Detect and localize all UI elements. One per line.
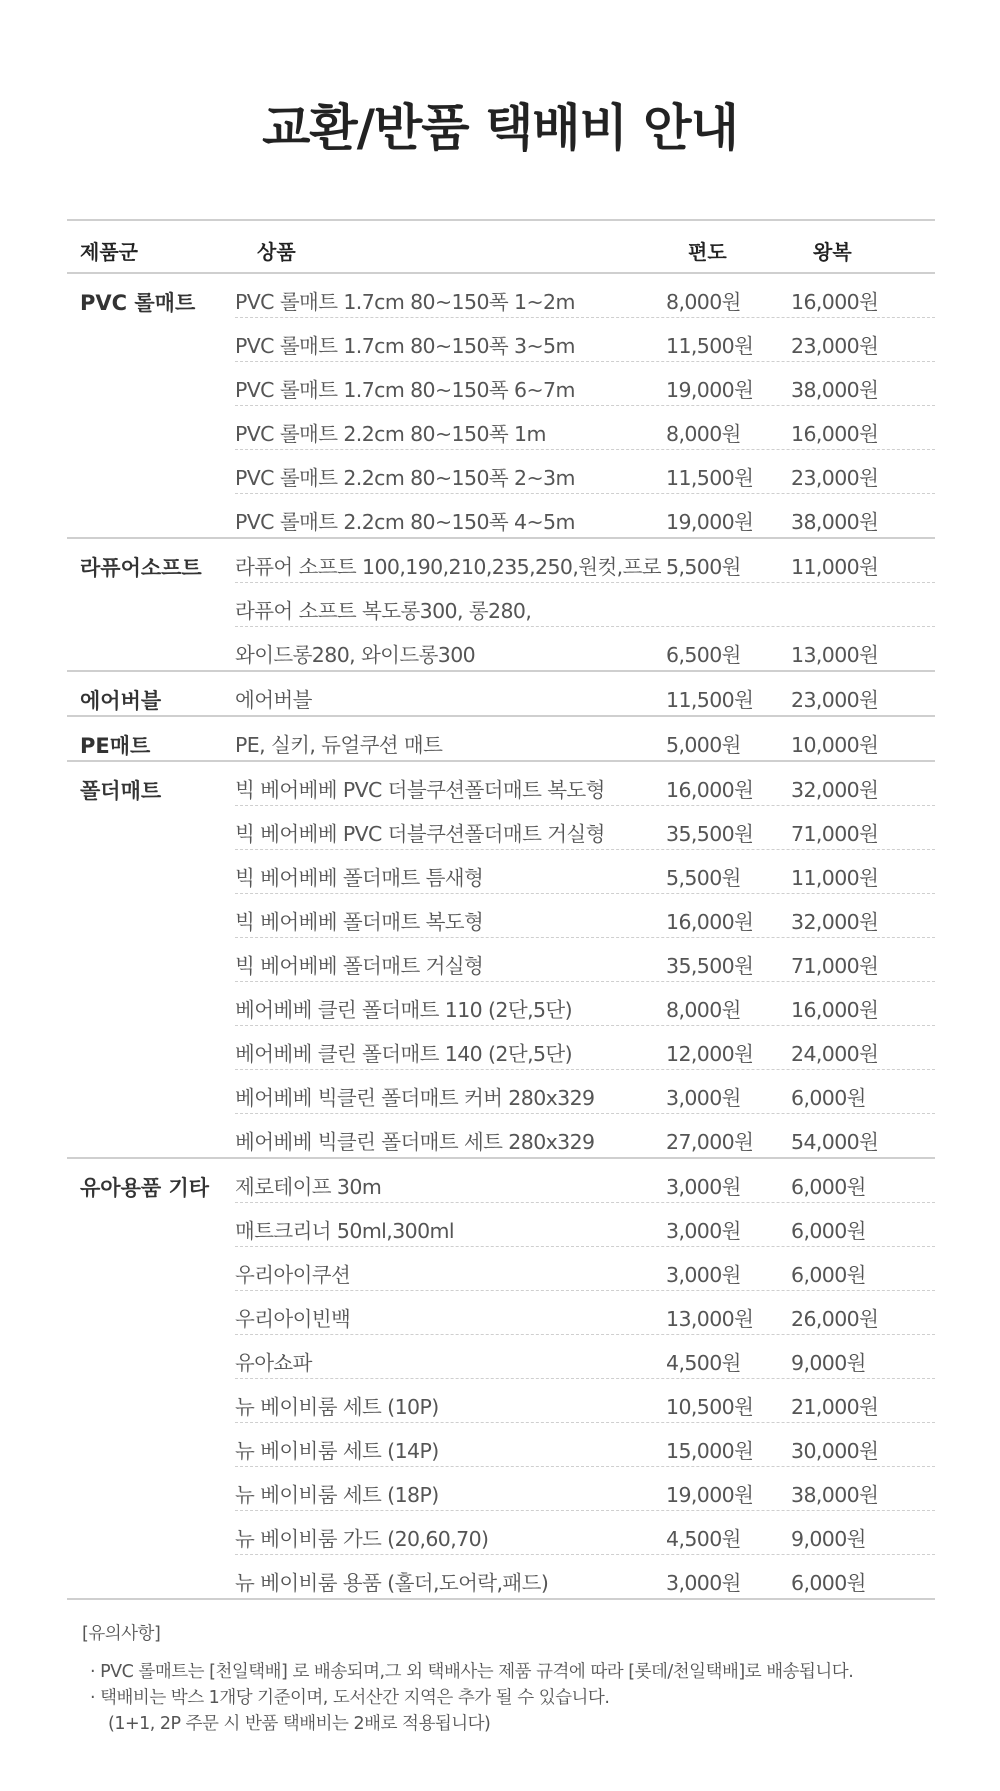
product-cell: 빅 베어베베 폴더매트 복도형 <box>235 910 484 934</box>
one-way-fee-cell: 5,500원 <box>666 555 741 579</box>
one-way-fee-cell: 35,500원 <box>666 822 754 846</box>
table-row <box>235 1555 935 1598</box>
product-cell: 라퓨어 소프트 복도롱300, 롱280, <box>235 599 532 623</box>
header-round-trip: 왕복 <box>813 240 852 264</box>
shipping-fee-table <box>67 219 935 1600</box>
round-trip-fee-cell: 21,000원 <box>791 1395 879 1419</box>
table-header <box>67 221 935 274</box>
table-row <box>235 1203 935 1247</box>
product-cell: 라퓨어 소프트 100,190,210,235,250,원컷,프로 <box>235 555 662 579</box>
one-way-fee-cell: 8,000원 <box>666 998 741 1022</box>
table-row <box>235 1070 935 1114</box>
round-trip-fee-cell: 9,000원 <box>791 1351 866 1375</box>
one-way-fee-cell: 11,500원 <box>666 334 754 358</box>
one-way-fee-cell: 3,000원 <box>666 1263 741 1287</box>
round-trip-fee-cell: 30,000원 <box>791 1439 879 1463</box>
product-cell: PVC 롤매트 2.2cm 80~150폭 2~3m <box>235 466 575 490</box>
table-row <box>235 406 935 450</box>
group-name: 라퓨어소프트 <box>80 556 202 580</box>
product-cell: 우리아이빈백 <box>235 1307 351 1331</box>
notes-section <box>82 1620 853 1737</box>
round-trip-fee-cell: 6,000원 <box>791 1086 866 1110</box>
table-group <box>67 539 935 672</box>
round-trip-fee-cell: 6,000원 <box>791 1263 866 1287</box>
round-trip-fee-cell: 16,000원 <box>791 998 879 1022</box>
table-row <box>235 1114 935 1157</box>
one-way-fee-cell: 6,500원 <box>666 643 741 667</box>
notes-line: (1+1, 2P 주문 시 반품 택배비는 2배로 적용됩니다) <box>108 1714 491 1734</box>
table-row <box>235 539 935 583</box>
group-name: PVC 롤매트 <box>80 291 196 315</box>
table-row <box>235 717 935 760</box>
one-way-fee-cell: 3,000원 <box>666 1175 741 1199</box>
table-row <box>235 627 935 670</box>
notes-line: · 택배비는 박스 1개당 기준이며, 도서산간 지역은 추가 될 수 있습니다. <box>90 1688 610 1708</box>
group-name: 폴더매트 <box>80 779 162 803</box>
product-cell: PVC 롤매트 1.7cm 80~150폭 3~5m <box>235 334 575 358</box>
round-trip-fee-cell: 13,000원 <box>791 643 879 667</box>
one-way-fee-cell: 8,000원 <box>666 422 741 446</box>
one-way-fee-cell: 13,000원 <box>666 1307 754 1331</box>
one-way-fee-cell: 35,500원 <box>666 954 754 978</box>
table-row <box>235 1026 935 1070</box>
table-row <box>235 1247 935 1291</box>
header-one-way: 편도 <box>688 240 727 264</box>
product-cell: 우리아이쿠션 <box>235 1263 351 1287</box>
group-name: 유아용품 기타 <box>80 1176 210 1200</box>
product-cell: 와이드롱280, 와이드롱300 <box>235 643 476 667</box>
round-trip-fee-cell: 16,000원 <box>791 422 879 446</box>
product-cell: 빅 베어베베 PVC 더블쿠션폴더매트 거실형 <box>235 822 605 846</box>
table-row <box>235 672 935 715</box>
product-cell: 빅 베어베베 폴더매트 틈새형 <box>235 866 484 890</box>
table-row <box>235 1379 935 1423</box>
round-trip-fee-cell: 11,000원 <box>791 555 879 579</box>
table-row <box>235 850 935 894</box>
product-cell: 유아쇼파 <box>235 1351 312 1375</box>
one-way-fee-cell: 15,000원 <box>666 1439 754 1463</box>
round-trip-fee-cell: 11,000원 <box>791 866 879 890</box>
product-cell: 뉴 베이비룸 용품 (홀더,도어락,패드) <box>235 1571 549 1595</box>
table-row <box>235 1335 935 1379</box>
round-trip-fee-cell: 16,000원 <box>791 290 879 314</box>
table-group <box>67 274 935 539</box>
round-trip-fee-cell: 38,000원 <box>791 510 879 534</box>
one-way-fee-cell: 16,000원 <box>666 778 754 802</box>
product-cell: 뉴 베이비룸 가드 (20,60,70) <box>235 1527 489 1551</box>
table-row <box>235 806 935 850</box>
one-way-fee-cell: 19,000원 <box>666 510 754 534</box>
table-row <box>235 1291 935 1335</box>
table-row <box>235 894 935 938</box>
group-name: 에어버블 <box>80 689 162 713</box>
product-cell: 빅 베어베베 PVC 더블쿠션폴더매트 복도형 <box>235 778 605 802</box>
round-trip-fee-cell: 26,000원 <box>791 1307 879 1331</box>
product-cell: 베어베베 빅클린 폴더매트 커버 280x329 <box>235 1086 595 1110</box>
round-trip-fee-cell: 32,000원 <box>791 778 879 802</box>
product-cell: 제로테이프 30m <box>235 1175 382 1199</box>
product-cell: 베어베베 클린 폴더매트 140 (2단,5단) <box>235 1042 573 1066</box>
round-trip-fee-cell: 6,000원 <box>791 1219 866 1243</box>
one-way-fee-cell: 5,500원 <box>666 866 741 890</box>
product-cell: PVC 롤매트 2.2cm 80~150폭 4~5m <box>235 510 575 534</box>
notes-heading: [유의사항] <box>82 1624 161 1644</box>
table-row <box>235 762 935 806</box>
table-row <box>235 583 935 627</box>
one-way-fee-cell: 11,500원 <box>666 466 754 490</box>
page-title: 교환/반품 택배비 안내 <box>262 99 738 157</box>
one-way-fee-cell: 3,000원 <box>666 1086 741 1110</box>
product-cell: PVC 롤매트 1.7cm 80~150폭 1~2m <box>235 290 575 314</box>
round-trip-fee-cell: 6,000원 <box>791 1571 866 1595</box>
table-group <box>67 717 935 762</box>
one-way-fee-cell: 11,500원 <box>666 688 754 712</box>
product-cell: 뉴 베이비룸 세트 (14P) <box>235 1439 439 1463</box>
header-group: 제품군 <box>80 240 138 264</box>
product-cell: 뉴 베이비룸 세트 (18P) <box>235 1483 439 1507</box>
product-cell: PVC 롤매트 1.7cm 80~150폭 6~7m <box>235 378 575 402</box>
table-row <box>235 1511 935 1555</box>
table-row <box>235 362 935 406</box>
notes-line: · PVC 롤매트는 [천일택배] 로 배송되며,그 외 택배사는 제품 규격에 따라 [롯데/천일택배]로 배송됩니다. <box>90 1662 854 1682</box>
header-product: 상품 <box>257 240 296 264</box>
table-group <box>67 1159 935 1600</box>
product-cell: 뉴 베이비룸 세트 (10P) <box>235 1395 439 1419</box>
table-row <box>235 274 935 318</box>
one-way-fee-cell: 27,000원 <box>666 1130 754 1154</box>
product-cell: 매트크리너 50ml,300ml <box>235 1219 454 1243</box>
round-trip-fee-cell: 71,000원 <box>791 954 879 978</box>
one-way-fee-cell: 3,000원 <box>666 1571 741 1595</box>
table-row <box>235 938 935 982</box>
table-group <box>67 672 935 717</box>
one-way-fee-cell: 8,000원 <box>666 290 741 314</box>
one-way-fee-cell: 4,500원 <box>666 1351 741 1375</box>
round-trip-fee-cell: 32,000원 <box>791 910 879 934</box>
product-cell: PVC 롤매트 2.2cm 80~150폭 1m <box>235 422 546 446</box>
round-trip-fee-cell: 23,000원 <box>791 334 879 358</box>
product-cell: 빅 베어베베 폴더매트 거실형 <box>235 954 484 978</box>
table-row <box>235 982 935 1026</box>
round-trip-fee-cell: 9,000원 <box>791 1527 866 1551</box>
one-way-fee-cell: 5,000원 <box>666 733 741 757</box>
table-row <box>235 450 935 494</box>
product-cell: 에어버블 <box>235 688 312 712</box>
one-way-fee-cell: 3,000원 <box>666 1219 741 1243</box>
table-row <box>235 318 935 362</box>
round-trip-fee-cell: 10,000원 <box>791 733 879 757</box>
product-cell: 베어베베 클린 폴더매트 110 (2단,5단) <box>235 998 573 1022</box>
table-row <box>235 1423 935 1467</box>
round-trip-fee-cell: 23,000원 <box>791 466 879 490</box>
one-way-fee-cell: 12,000원 <box>666 1042 754 1066</box>
table-row <box>235 1159 935 1203</box>
round-trip-fee-cell: 71,000원 <box>791 822 879 846</box>
round-trip-fee-cell: 24,000원 <box>791 1042 879 1066</box>
round-trip-fee-cell: 38,000원 <box>791 378 879 402</box>
table-group <box>67 762 935 1159</box>
round-trip-fee-cell: 54,000원 <box>791 1130 879 1154</box>
round-trip-fee-cell: 38,000원 <box>791 1483 879 1507</box>
product-cell: PE, 실키, 듀얼쿠션 매트 <box>235 733 443 757</box>
one-way-fee-cell: 19,000원 <box>666 1483 754 1507</box>
table-row <box>235 1467 935 1511</box>
product-cell: 베어베베 빅클린 폴더매트 세트 280x329 <box>235 1130 595 1154</box>
round-trip-fee-cell: 23,000원 <box>791 688 879 712</box>
one-way-fee-cell: 19,000원 <box>666 378 754 402</box>
group-name: PE매트 <box>80 734 151 758</box>
table-body <box>67 274 935 1600</box>
one-way-fee-cell: 16,000원 <box>666 910 754 934</box>
round-trip-fee-cell: 6,000원 <box>791 1175 866 1199</box>
one-way-fee-cell: 4,500원 <box>666 1527 741 1551</box>
one-way-fee-cell: 10,500원 <box>666 1395 754 1419</box>
table-row <box>235 494 935 537</box>
